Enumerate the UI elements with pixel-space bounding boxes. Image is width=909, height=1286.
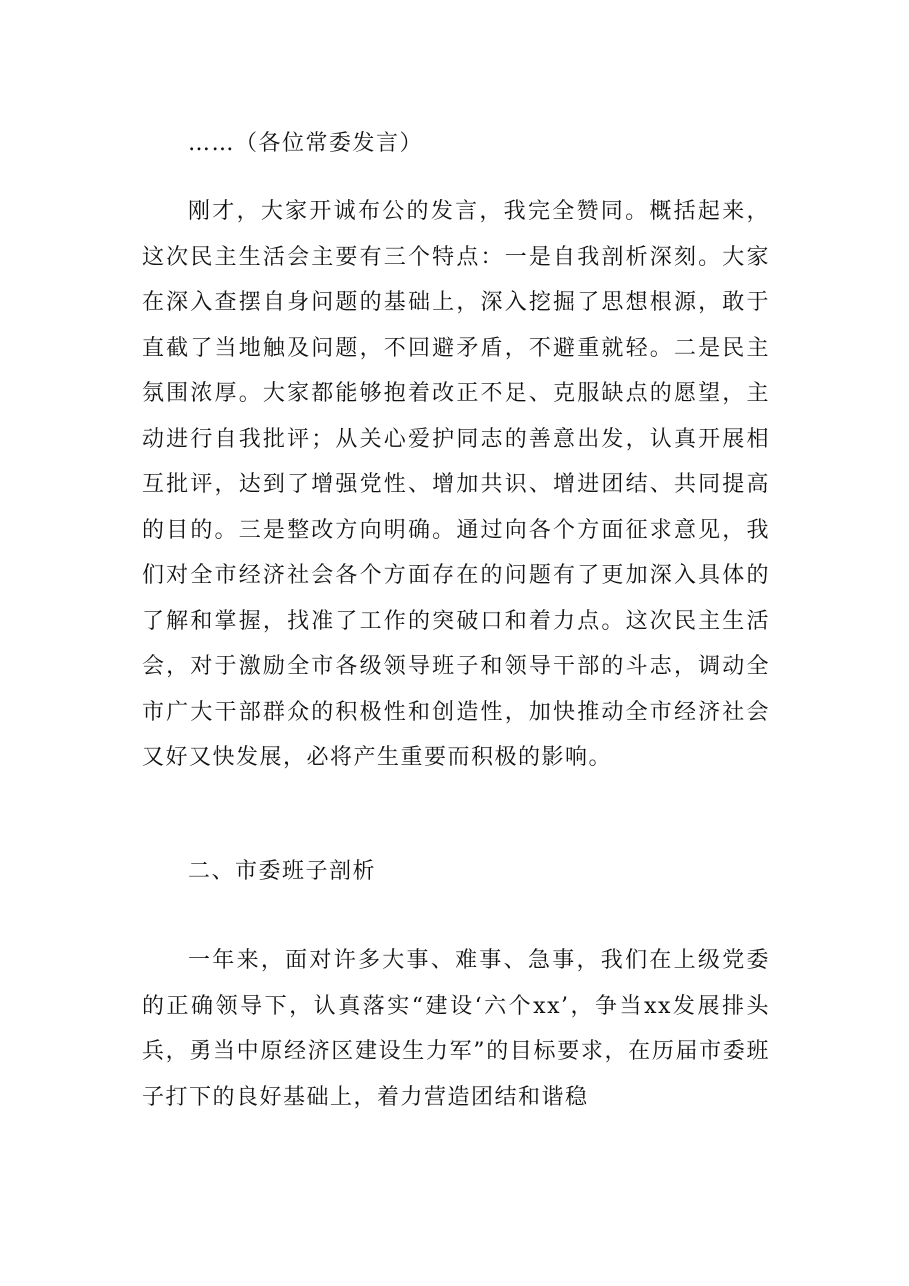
review-paragraph: 一年来，面对许多大事、难事、急事，我们在上级党委的正确领导下，认真落实“建设‘六个xx’，争当xx发展排头兵，勇当中原经济区建设生力军”的目标要求，在历届市委班子打下的良好基础上，着力营造团结和谐稳 xyxy=(142,948,770,1110)
speech-note-paragraph: ……（各位常委发言） xyxy=(188,131,424,156)
section-heading: 二、市委班子剖析 xyxy=(188,859,377,884)
summary-paragraph: 刚才，大家开诚布公的发言，我完全赞同。概括起来，这次民主生活会主要有三个特点：一是自我剖析深刻。大家在深入查摆自身问题的基础上，深入挖掘了思想根源，敢于直截了当地触及问题，不回避矛盾，不避重就轻。二是民主氛围浓厚。大家都能够抱着改正不足、克服缺点的愿望，主动进行自我批评；从关心爱护同志的善意出发，认真开展相互批评，达到了增强党性、增加共识、增进团结、共同提高的目的。三是整改方向明确。通过向各个方面征求意见，我们对全市经济社会各个方面存在的问题有了更加深入具体的了解和掌握，找准了工作的突破口和着力点。这次民主生活会，对于激励全市各级领导班子和领导干部的斗志，调动全市广大干部群众的积极性和创造性，加快推动全市经济社会又好又快发展，必将产生重要而积极的影响。 xyxy=(142,199,770,770)
